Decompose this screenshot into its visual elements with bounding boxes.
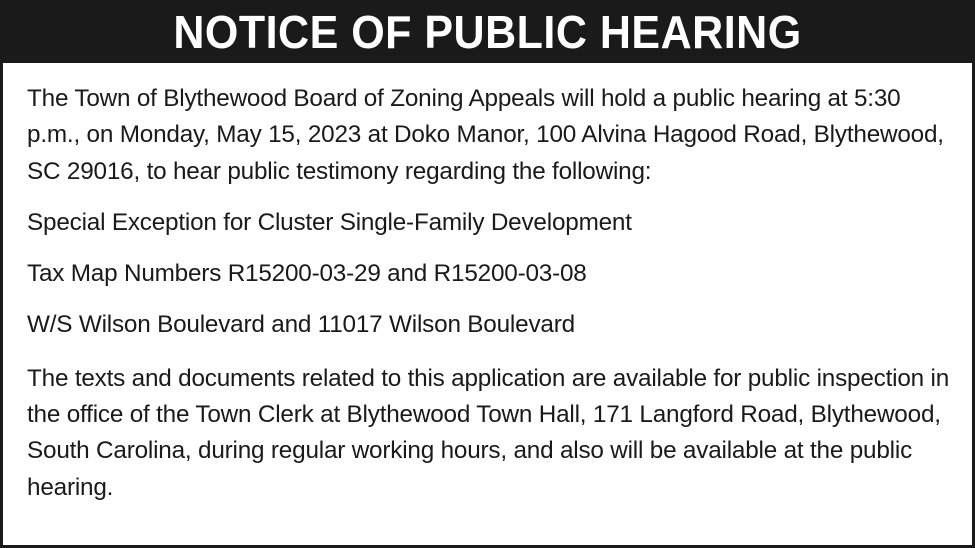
closing-paragraph: The texts and documents related to this application are available for public inspection in the office of the Town Clerk at Blythewood Town Hall, 171 Langford Road, Blythewood, South Carolina, during regular working hours, and also will be available at the public hearing. — [27, 364, 950, 501]
item-location: W/S Wilson Boulevard and 11017 Wilson Boulevard — [27, 311, 575, 339]
item-tax-map-numbers: Tax Map Numbers R15200-03-29 and R15200-03-08 — [27, 260, 587, 288]
intro-paragraph: The Town of Blythewood Board of Zoning Appeals will hold a public hearing at 5:30 p.m., on Monday, May 15, 2023 at Doko Manor, 100 Alvina Hagood Road, Blythewood, SC 29016, to hear public testimony regarding the following: — [27, 85, 944, 185]
notice-title: NOTICE OF PUBLIC HEARING — [173, 6, 802, 59]
item-special-exception: Special Exception for Cluster Single-Family Development — [27, 208, 632, 236]
notice-banner — [3, 3, 972, 63]
notice-body — [27, 81, 952, 506]
